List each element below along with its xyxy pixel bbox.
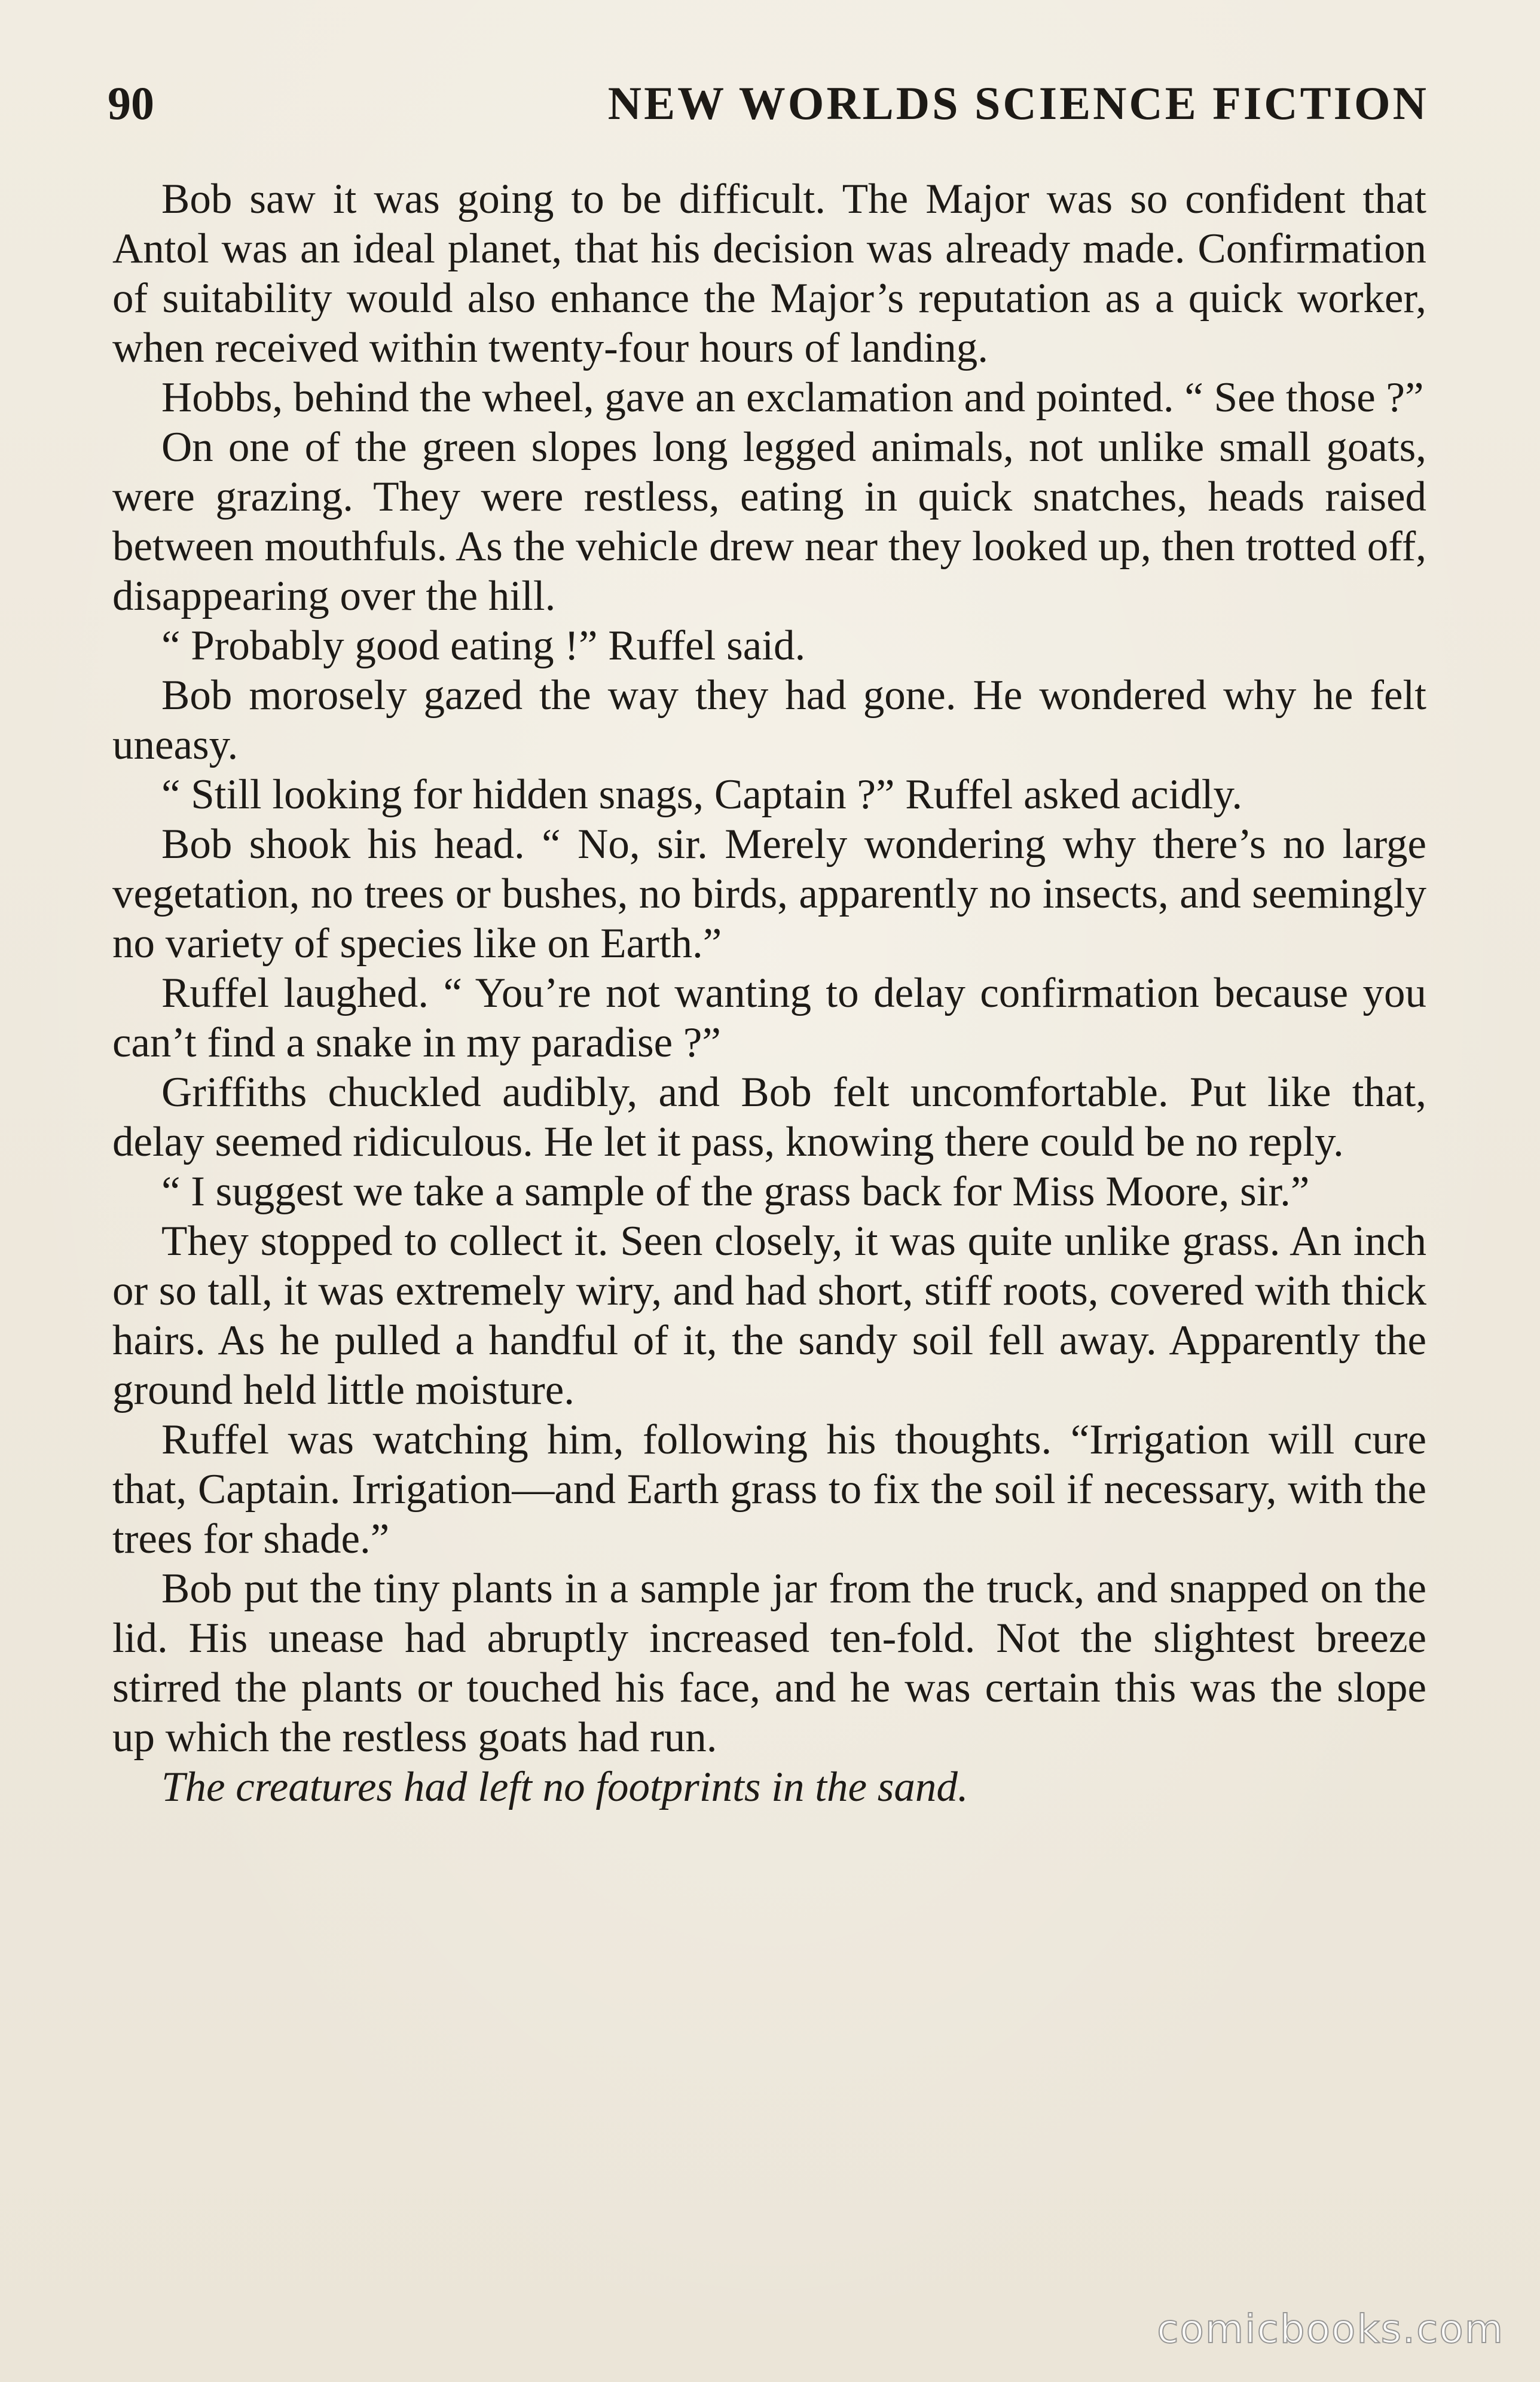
page-header: [108, 71, 1429, 136]
paragraph: Bob put the tiny plants in a sample jar from the truck, and snapped on the lid. His unease had abruptly increased ten-fold. Not the slightest breeze stirred the plants or touched his face, and he was certain this was the slope up which the restless goats had run.: [112, 1565, 1426, 1761]
paragraph: Bob shook his head. “ No, sir. Merely wondering why there’s no large vegetation, no trees or bushes, no birds, apparently no insects, and seemingly no variety of species like on Earth.”: [112, 821, 1426, 967]
paragraph: “ I suggest we take a sample of the grass back for Miss Moore, sir.”: [161, 1168, 1310, 1215]
paragraph: “ Still looking for hidden snags, Captain ?” Ruffel asked acidly.: [161, 771, 1243, 818]
paragraph: On one of the green slopes long legged animals, not unlike small goats, were grazing. They were restless, eating in quick snatches, heads raised between mouthfuls. As the vehicle drew near they looked up, then trotted off, disappearing over the hill.: [112, 424, 1426, 619]
running-head: NEW WORLDS SCIENCE FICTION: [607, 77, 1429, 129]
body-text: [112, 175, 1426, 1812]
page-number: 90: [108, 77, 154, 129]
paragraph: Griffiths chuckled audibly, and Bob felt uncomfortable. Put like that, delay seemed ridiculous. He let it pass, knowing there could be no reply.: [112, 1069, 1426, 1165]
paragraph: They stopped to collect it. Seen closely, it was quite unlike grass. An inch or so tall, it was extremely wiry, and had short, stiff roots, covered with thick hairs. As he pulled a handful of it, the sandy soil fell away. Apparently the ground held little moisture.: [112, 1218, 1426, 1413]
paragraph: Bob morosely gazed the way they had gone. He wondered why he felt uneasy.: [112, 672, 1426, 768]
paragraph: Hobbs, behind the wheel, gave an exclamation and pointed. “ See those ?”: [161, 374, 1424, 421]
paragraph: Ruffel was watching him, following his thoughts. “Irrigation will cure that, Captain. Irrigation—and Earth grass to fix the soil if necessary, with the trees for shade.”: [112, 1416, 1426, 1562]
paragraph: “ Probably good eating !” Ruffel said.: [161, 622, 806, 669]
paragraph: Bob saw it was going to be difficult. The Major was so confident that Antol was an ideal planet, that his decision was already made. Confirmation of suitability would also enhance the Major’s reputation as a quick worker, when received within twenty-four hours of landing.: [112, 176, 1426, 371]
closing-italic-line: The creatures had left no footprints in the sand.: [161, 1764, 968, 1810]
watermark-text: comicbooks.com: [1157, 2306, 1504, 2352]
paragraph: Ruffel laughed. “ You’re not wanting to delay confirmation because you can’t find a snake in my paradise ?”: [112, 970, 1426, 1066]
